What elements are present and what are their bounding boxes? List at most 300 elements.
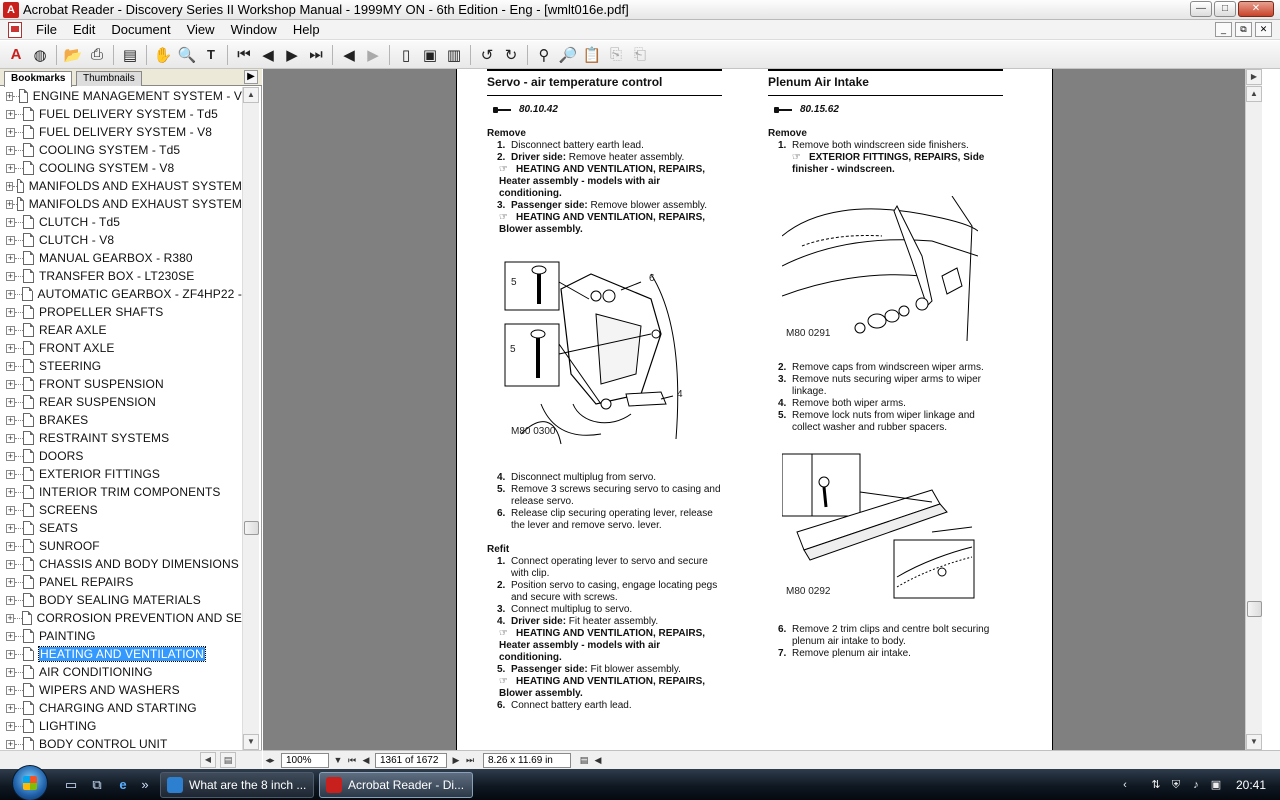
bookmark-item[interactable] <box>0 177 242 195</box>
bookmark-label[interactable]: MANUAL GEARBOX - R380 <box>39 251 193 265</box>
bookmark-page-icon <box>23 305 34 319</box>
search-icon[interactable]: 🔎 <box>558 46 578 64</box>
bookmark-page-icon <box>23 701 34 715</box>
bookmark-label[interactable]: CLUTCH - V8 <box>39 233 115 247</box>
bookmark-page-icon <box>23 377 34 391</box>
connection-icon[interactable]: ▣ <box>1210 778 1222 791</box>
bookmark-label[interactable]: BODY CONTROL UNIT <box>39 737 168 750</box>
figure-plenum <box>782 452 976 602</box>
figure-caption: M80 0291 <box>786 328 831 339</box>
step-text: Remove plenum air intake. <box>792 648 911 659</box>
cross-reference[interactable] <box>768 152 1003 176</box>
bookmark-item[interactable] <box>0 159 242 177</box>
cross-reference-text[interactable]: HEATING AND VENTILATION, REPAIRS, Blower assembly. <box>499 212 706 235</box>
bookmark-item[interactable] <box>0 429 242 447</box>
expand-icon[interactable]: + <box>7 522 14 533</box>
scroll-down-icon[interactable]: ▼ <box>1246 734 1262 750</box>
bookmark-item[interactable] <box>0 447 242 465</box>
tree-connector <box>15 222 23 223</box>
bookmark-item[interactable] <box>0 645 242 663</box>
bookmark-page-icon <box>23 503 34 517</box>
expand-icon[interactable]: + <box>7 234 14 245</box>
bookmark-label[interactable]: PANEL REPAIRS <box>39 575 134 589</box>
cross-reference-text[interactable]: HEATING AND VENTILATION, REPAIRS, Heater assembly - models with air conditioning. <box>499 628 706 663</box>
step-text: Remove caps from windscreen wiper arms. <box>792 362 984 373</box>
bookmark-label[interactable]: RESTRAINT SYSTEMS <box>39 431 170 445</box>
options-arrow-icon[interactable]: ▶ <box>244 70 258 84</box>
show-desktop-icon[interactable]: ▭ <box>64 776 78 792</box>
tree-connector <box>15 348 23 349</box>
bookmark-label[interactable]: PROPELLER SHAFTS <box>39 305 164 319</box>
bookmark-page-icon <box>23 737 34 750</box>
bookmark-item[interactable] <box>0 663 242 681</box>
first-page-icon[interactable]: ⏮ <box>237 46 251 63</box>
step-item <box>487 200 722 212</box>
menu-help[interactable]: Help <box>292 21 320 37</box>
refit-steps <box>487 700 722 712</box>
expand-icon[interactable]: + <box>7 216 14 227</box>
taskbar-button-browser[interactable] <box>160 772 314 798</box>
page-number-field[interactable]: 1361 of 1672 <box>375 753 447 768</box>
acrobat-icon <box>326 777 342 793</box>
previous-page-icon[interactable]: ◀ <box>262 46 274 64</box>
expand-icon[interactable]: + <box>7 342 14 353</box>
bookmark-item[interactable] <box>0 303 242 321</box>
bookmark-item[interactable] <box>0 123 242 141</box>
wrench-icon <box>774 107 792 113</box>
step-number: 1. <box>497 556 506 567</box>
cross-reference[interactable] <box>487 164 722 200</box>
tree-connector <box>15 600 23 601</box>
step-item <box>768 410 1003 434</box>
scroll-up-icon[interactable]: ▲ <box>243 87 259 103</box>
figure-caption: M80 0300 <box>511 426 556 437</box>
expand-icon[interactable]: + <box>7 360 14 371</box>
bookmark-item[interactable] <box>0 249 242 267</box>
bookmark-page-icon <box>23 557 34 571</box>
step-number: 5. <box>778 410 787 421</box>
step-item <box>768 362 1003 374</box>
tree-connector <box>15 510 23 511</box>
bookmark-item[interactable] <box>0 735 242 750</box>
step-item <box>487 140 722 152</box>
bookmark-item[interactable] <box>0 87 242 105</box>
tree-connector <box>15 726 23 727</box>
opcode-value: 80.15.62 <box>800 104 839 115</box>
expand-icon[interactable]: + <box>7 666 14 677</box>
bookmark-item[interactable] <box>0 609 242 627</box>
acrobat-icon[interactable]: A <box>10 46 22 63</box>
scroll-down-icon[interactable]: ▼ <box>243 734 259 750</box>
security-icon[interactable]: ⛨ <box>1171 778 1181 791</box>
bookmark-item[interactable] <box>0 375 242 393</box>
tray-expand-icon[interactable]: ‹ <box>1123 778 1127 791</box>
step-text: Remove both windscreen side finishers. <box>792 140 969 151</box>
step-number: 2. <box>778 362 787 373</box>
expand-icon[interactable]: + <box>7 720 14 731</box>
expand-icon[interactable]: + <box>7 702 14 713</box>
bookmark-label[interactable]: ENGINE MANAGEMENT SYSTEM - V <box>32 89 242 103</box>
bookmark-page-icon <box>22 611 32 625</box>
bookmark-item[interactable] <box>0 501 242 519</box>
fit-page-icon[interactable]: ▣ <box>422 46 438 64</box>
bookmark-page-icon <box>23 251 34 265</box>
expand-icon[interactable]: + <box>7 270 14 281</box>
expand-icon[interactable]: + <box>7 198 13 209</box>
remove-steps <box>768 140 1003 152</box>
doc-restore-button[interactable]: ⧉ <box>1235 22 1252 37</box>
bookmark-label[interactable]: MANIFOLDS AND EXHAUST SYSTEM <box>28 197 242 211</box>
bookmark-item[interactable] <box>0 339 242 357</box>
operation-code <box>774 104 1003 116</box>
expand-icon[interactable]: + <box>7 288 13 299</box>
bookmark-item[interactable] <box>0 393 242 411</box>
bookmark-page-icon <box>22 287 32 301</box>
tree-connector <box>15 528 23 529</box>
bookmark-label[interactable]: SCREENS <box>39 503 98 517</box>
options-arrow-icon[interactable]: ▶ <box>1246 69 1262 85</box>
step-item <box>487 616 722 628</box>
bookmark-label[interactable]: CHASSIS AND BODY DIMENSIONS <box>39 557 239 571</box>
step-item <box>487 604 722 616</box>
last-page-icon[interactable]: ⏭ <box>309 46 323 63</box>
bookmark-label[interactable]: STEERING <box>39 359 102 373</box>
right-column <box>768 69 1003 660</box>
bookmark-page-icon <box>23 413 34 427</box>
step-number: 6. <box>497 700 506 711</box>
bookmark-label[interactable]: COOLING SYSTEM - Td5 <box>39 143 181 157</box>
split-icon[interactable]: ◂▸ <box>265 754 275 765</box>
refit-steps <box>487 664 722 676</box>
expand-icon[interactable]: + <box>7 324 14 335</box>
expand-icon[interactable]: + <box>7 648 14 659</box>
step-text: Connect multiplug to servo. <box>511 604 633 615</box>
remove-steps <box>487 472 722 532</box>
bookmark-label[interactable]: CORROSION PREVENTION AND SE <box>36 611 242 625</box>
step-item <box>487 484 722 508</box>
bookmark-item[interactable] <box>0 141 242 159</box>
bookmark-label[interactable]: WIPERS AND WASHERS <box>39 683 180 697</box>
expand-icon[interactable]: + <box>7 306 14 317</box>
bookmark-label[interactable]: COOLING SYSTEM - V8 <box>39 161 175 175</box>
doc-minimize-button[interactable]: _ <box>1215 22 1232 37</box>
expand-icon[interactable]: + <box>7 468 14 479</box>
expand-icon[interactable]: + <box>7 486 14 497</box>
expand-icon[interactable]: + <box>7 432 14 443</box>
step-item <box>487 664 722 676</box>
bookmark-label[interactable]: LIGHTING <box>39 719 97 733</box>
menu-edit[interactable]: Edit <box>72 21 96 37</box>
fit-width-icon[interactable]: ▥ <box>446 46 462 64</box>
scroll-up-icon[interactable]: ▲ <box>1246 86 1262 102</box>
cross-reference[interactable] <box>487 676 722 700</box>
zoom-tool-icon[interactable]: 🔍 <box>177 46 197 64</box>
section-title: Servo - air temperature control <box>487 69 722 96</box>
cross-reference[interactable] <box>487 212 722 236</box>
bookmark-item[interactable] <box>0 537 242 555</box>
expand-icon[interactable]: + <box>7 612 13 623</box>
rotate-ccw-icon[interactable]: ↺ <box>480 46 494 64</box>
step-text: Remove blower assembly. <box>587 200 708 211</box>
bookmark-item[interactable] <box>0 213 242 231</box>
figure-label: 5 <box>511 277 517 288</box>
system-tray <box>1115 769 1280 800</box>
next-page-icon[interactable]: ▶ <box>286 46 298 64</box>
expand-icon[interactable]: + <box>7 144 14 155</box>
bookmark-page-icon <box>23 359 34 373</box>
bookmark-item[interactable] <box>0 483 242 501</box>
previous-page-icon[interactable]: ◀ <box>362 754 370 765</box>
go-forward-icon[interactable]: ▶ <box>367 46 379 64</box>
cross-reference[interactable] <box>487 628 722 664</box>
step-number: 2. <box>497 152 506 163</box>
expand-icon[interactable]: + <box>7 540 14 551</box>
tree-connector <box>15 168 23 169</box>
bookmark-label[interactable]: BODY SEALING MATERIALS <box>39 593 201 607</box>
bookmark-page-icon <box>23 665 34 679</box>
scroll-left-icon[interactable]: ◀ <box>594 754 602 765</box>
cross-reference-text[interactable]: HEATING AND VENTILATION, REPAIRS, Heater assembly - models with air conditioning. <box>499 164 706 199</box>
attach-icon[interactable]: ⎗ <box>633 46 646 63</box>
refit-heading: Refit <box>487 544 510 555</box>
step-text: Disconnect multiplug from servo. <box>511 472 657 483</box>
bookmark-item[interactable] <box>0 321 242 339</box>
expand-icon[interactable]: + <box>7 558 14 569</box>
step-number: 4. <box>497 616 506 627</box>
first-page-icon[interactable]: ⏮ <box>347 754 357 765</box>
cross-reference-text[interactable]: EXTERIOR FITTINGS, REPAIRS, Side finisher - windscreen. <box>792 152 985 175</box>
bookmark-item[interactable] <box>0 591 242 609</box>
scroll-left-icon[interactable]: ◀ <box>200 752 216 768</box>
clock[interactable]: 20:41 <box>1235 777 1266 792</box>
bookmark-label[interactable]: PAINTING <box>39 629 96 643</box>
pdf-page <box>456 69 1053 750</box>
bookmark-label[interactable]: MANIFOLDS AND EXHAUST SYSTEM <box>28 179 242 193</box>
network-icon[interactable]: ⇅ <box>1151 778 1161 791</box>
bookmark-scrollbar[interactable] <box>242 87 259 750</box>
bookmark-label[interactable]: AUTOMATIC GEARBOX - ZF4HP22 - <box>37 287 242 301</box>
expand-icon[interactable]: + <box>7 630 14 641</box>
page-layout-icon[interactable]: ▤ <box>579 754 589 765</box>
tree-connector <box>15 582 23 583</box>
find-icon[interactable]: ⚲ <box>538 46 550 64</box>
pointing-hand-icon: ☞ <box>499 212 508 223</box>
remove-steps <box>768 362 1003 434</box>
servo-illustration <box>501 254 701 450</box>
menu-view[interactable]: View <box>186 21 215 37</box>
open-icon[interactable]: 📂 <box>63 46 83 64</box>
expand-icon[interactable]: + <box>7 90 13 101</box>
title-bar <box>0 0 1280 20</box>
bookmark-page-icon <box>23 485 34 499</box>
figure-label: 5 <box>510 344 516 355</box>
bookmark-label[interactable]: FRONT AXLE <box>39 341 115 355</box>
close-button[interactable]: ✕ <box>1238 1 1274 17</box>
menu-document[interactable]: Document <box>111 21 171 37</box>
maximize-button[interactable]: □ <box>1214 1 1236 17</box>
rotate-cw-icon[interactable]: ↻ <box>504 46 518 64</box>
tree-connector <box>15 744 23 745</box>
bookmark-item[interactable] <box>0 411 242 429</box>
document-system-icon[interactable] <box>8 22 22 38</box>
zoom-field[interactable]: 100% <box>281 753 329 768</box>
expand-icon[interactable]: + <box>7 126 14 137</box>
bookmark-item[interactable] <box>0 465 242 483</box>
tree-connector <box>15 312 23 313</box>
more-quicklaunch-icon[interactable]: » <box>141 776 149 792</box>
remove-heading: Remove <box>487 128 526 139</box>
bookmark-label[interactable]: SEATS <box>39 521 78 535</box>
menu-file[interactable]: File <box>36 21 57 37</box>
step-item <box>487 556 722 580</box>
document-scrollbar[interactable] <box>1245 69 1262 750</box>
bookmark-label[interactable]: INTERIOR TRIM COMPONENTS <box>39 485 221 499</box>
toolbar-separator <box>332 45 333 65</box>
bookmark-item[interactable] <box>0 717 242 735</box>
bookmark-page-icon <box>23 107 34 121</box>
toolbar-separator <box>389 45 390 65</box>
bookmark-item[interactable] <box>0 105 242 123</box>
volume-icon[interactable]: ♪ <box>1193 778 1199 791</box>
print-icon[interactable]: ⎙ <box>90 46 103 63</box>
expand-icon[interactable]: + <box>7 378 14 389</box>
expand-icon[interactable]: + <box>7 738 14 749</box>
expand-icon[interactable]: + <box>7 162 14 173</box>
bookmark-item[interactable] <box>0 699 242 717</box>
expand-icon[interactable]: + <box>7 594 14 605</box>
tab-bookmarks[interactable]: Bookmarks <box>4 71 72 87</box>
bookmark-item[interactable] <box>0 573 242 591</box>
bookmark-label[interactable]: SUNROOF <box>39 539 100 553</box>
bookmark-item[interactable] <box>0 681 242 699</box>
tree-connector <box>15 132 23 133</box>
bookmark-page-icon <box>23 467 34 481</box>
tab-thumbnails[interactable]: Thumbnails <box>76 71 142 86</box>
pointing-hand-icon: ☞ <box>792 152 801 163</box>
navigation-tabs <box>0 69 262 86</box>
step-number: 6. <box>778 624 787 635</box>
expand-icon[interactable]: + <box>7 180 13 191</box>
tree-connector <box>15 564 23 565</box>
step-text: Position servo to casing, engage locating pegs and secure with screws. <box>511 580 718 603</box>
bookmark-label[interactable]: REAR SUSPENSION <box>39 395 156 409</box>
expand-icon[interactable]: + <box>7 252 14 263</box>
search-web-icon[interactable]: ◍ <box>33 46 47 64</box>
expand-icon[interactable]: + <box>7 504 14 515</box>
taskbar <box>0 769 1280 800</box>
bookmark-label[interactable]: DOORS <box>39 449 84 463</box>
bookmark-label[interactable]: TRANSFER BOX - LT230SE <box>39 269 195 283</box>
expand-icon[interactable]: + <box>7 108 14 119</box>
expand-icon[interactable]: + <box>7 396 14 407</box>
bookmark-hscrollbar[interactable] <box>0 750 262 769</box>
menu-bar <box>0 20 1280 40</box>
bookmark-label[interactable]: AIR CONDITIONING <box>39 665 153 679</box>
start-button[interactable] <box>12 765 48 800</box>
bookmark-label[interactable]: REAR AXLE <box>39 323 107 337</box>
bookmark-page-icon <box>23 593 34 607</box>
tree-connector <box>15 672 23 673</box>
switch-windows-icon[interactable]: ⧉ <box>92 776 102 792</box>
tree-connector <box>15 114 23 115</box>
step-item <box>768 624 1003 648</box>
bookmark-item[interactable] <box>0 195 242 213</box>
bookmark-page-icon <box>23 647 34 661</box>
highlight-icon[interactable]: ⎘ <box>609 46 622 63</box>
taskbar-button-acrobat[interactable] <box>319 772 473 798</box>
doc-close-button[interactable]: ✕ <box>1255 22 1272 37</box>
show-hide-navigation-icon[interactable]: ▤ <box>122 46 138 64</box>
zoom-dropdown-icon[interactable]: ▼ <box>333 754 343 765</box>
bookmark-item[interactable] <box>0 555 242 573</box>
bookmark-label[interactable]: HEATING AND VENTILATION <box>40 647 204 661</box>
go-back-icon[interactable]: ◀ <box>343 46 355 64</box>
hand-tool-icon[interactable]: ✋ <box>153 46 173 64</box>
tree-connector <box>15 492 23 493</box>
bookmark-label[interactable]: CLUTCH - Td5 <box>39 215 120 229</box>
figure-servo <box>501 254 701 450</box>
toolbar <box>0 41 1280 69</box>
tree-connector <box>15 276 23 277</box>
bookmark-item[interactable] <box>0 267 242 285</box>
bookmark-label[interactable]: FUEL DELIVERY SYSTEM - Td5 <box>39 107 218 121</box>
actual-size-icon[interactable]: ▯ <box>401 46 411 64</box>
expand-icon[interactable]: + <box>7 576 14 587</box>
tree-connector <box>15 654 23 655</box>
scroll-thumb[interactable] <box>244 521 259 535</box>
bookmark-item[interactable] <box>0 357 242 375</box>
step-text: Disconnect battery earth lead. <box>511 140 644 151</box>
bookmark-item[interactable] <box>0 231 242 249</box>
last-page-icon[interactable]: ⏭ <box>465 754 475 765</box>
internet-explorer-icon[interactable]: e <box>119 776 127 792</box>
step-number: 5. <box>497 484 506 495</box>
step-item <box>487 152 722 164</box>
expand-icon[interactable]: + <box>7 684 14 695</box>
text-select-icon[interactable]: T <box>207 47 215 62</box>
bookmark-item[interactable] <box>0 519 242 537</box>
bookmark-label[interactable]: BRAKES <box>39 413 89 427</box>
bookmark-label[interactable]: CHARGING AND STARTING <box>39 701 197 715</box>
step-text: Remove nuts securing wiper arms to wiper linkage. <box>792 374 981 397</box>
step-text: Remove 2 trim clips and centre bolt securing plenum air intake to body. <box>792 624 990 647</box>
cross-reference-text[interactable]: HEATING AND VENTILATION, REPAIRS, Blower assembly. <box>499 676 706 699</box>
expand-icon[interactable]: + <box>7 414 14 425</box>
expand-icon[interactable]: + <box>7 450 14 461</box>
tree-connector <box>15 690 23 691</box>
document-view[interactable] <box>263 69 1245 750</box>
step-number: 4. <box>778 398 787 409</box>
bookmark-item[interactable] <box>0 285 242 303</box>
toolbar-separator <box>146 45 147 65</box>
toolbar-separator <box>113 45 114 65</box>
bookmark-label[interactable]: FRONT SUSPENSION <box>39 377 164 391</box>
tree-connector <box>15 240 23 241</box>
bookmark-label[interactable]: FUEL DELIVERY SYSTEM - V8 <box>39 125 213 139</box>
menu-window[interactable]: Window <box>230 21 277 37</box>
options-icon[interactable]: ▤ <box>220 752 236 768</box>
bookmark-item[interactable] <box>0 627 242 645</box>
tree-connector <box>15 366 23 367</box>
bookmark-page-icon <box>17 197 23 211</box>
next-page-icon[interactable]: ▶ <box>452 754 460 765</box>
bookmark-label[interactable]: EXTERIOR FITTINGS <box>39 467 161 481</box>
wiper-illustration <box>782 196 978 346</box>
scroll-thumb[interactable] <box>1247 601 1262 617</box>
minimize-button[interactable]: — <box>1190 1 1212 17</box>
clipboard-icon[interactable]: 📋 <box>582 46 602 64</box>
bookmark-page-icon <box>23 341 34 355</box>
